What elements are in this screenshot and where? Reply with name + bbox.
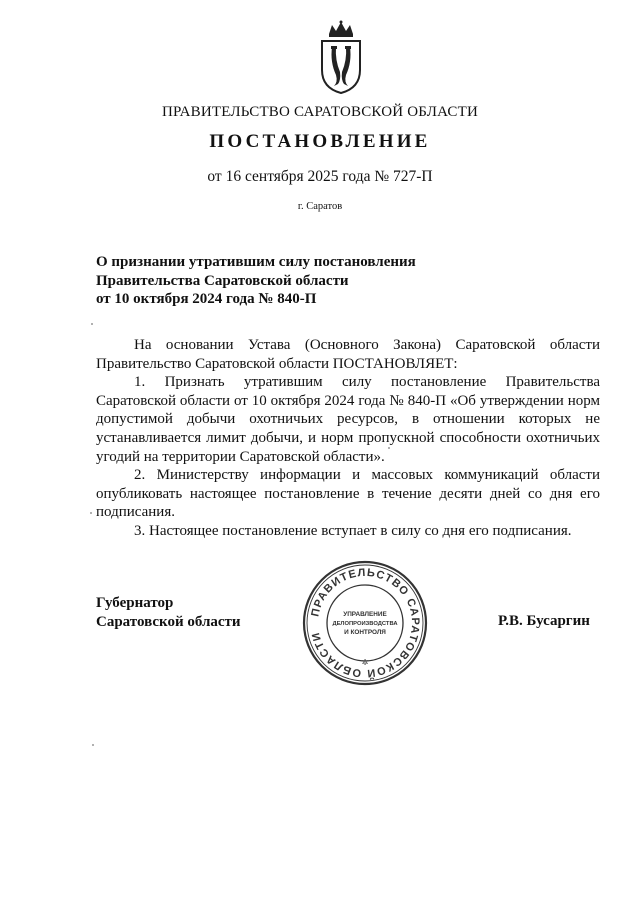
- body-preamble: На основании Устава (Основного Закона) Саратовской области Правительство Саратовской области ПОСТАНОВЛЯЕТ:: [96, 337, 600, 372]
- signer-name: Р.В. Бусаргин: [498, 613, 590, 629]
- stamp-center-line: И КОНТРОЛЯ: [344, 629, 386, 636]
- body-item-2: 2. Министерству информации и массовых коммуникаций области опубликовать настоящее постановление в течение десяти дней со дня его подписания.: [96, 467, 600, 521]
- subject-line: Правительства Саратовской области: [96, 272, 349, 289]
- scan-speck: [92, 744, 94, 746]
- scan-speck: [91, 323, 93, 325]
- signer-title-line: Губернатор: [96, 595, 174, 611]
- scan-speck: [388, 447, 390, 449]
- subject-line: от 10 октября 2024 года № 840-П: [96, 291, 317, 307]
- issuing-organization: ПРАВИТЕЛЬСТВО САРАТОВСКОЙ ОБЛАСТИ: [161, 104, 479, 120]
- scan-speck: [90, 512, 92, 514]
- document-subject: [96, 253, 536, 309]
- stamp-center-line: ДЕЛОПРОИЗВОДСТВА: [332, 621, 398, 627]
- subject-line: О признании утратившим силу постановления: [96, 254, 416, 270]
- stamp-star-icon: ✲: [361, 658, 369, 667]
- signer-title: [96, 594, 296, 632]
- signer-title-line: Саратовской области: [96, 614, 241, 630]
- document-date-number: от 16 сентября 2025 года № 727-П: [207, 168, 433, 185]
- document-type-title: ПОСТАНОВЛЕНИЕ: [209, 131, 431, 152]
- stamp-ring-text: ПРАВИТЕЛЬСТВО САРАТОВСКОЙ ОБЛАСТИ: [309, 566, 422, 680]
- body-item-1: 1. Признать утратившим силу постановление Правительства Саратовской области от 10 октября 2024 года № 840-П «Об утверждении норм допустимой добычи охотничьих ресурсов, в отношении которых не устанавливается лимит добычи, и норм пропускной способности охотничьих угодий на территории Саратовской области».: [96, 374, 600, 465]
- saratov-coat-of-arms-icon: [319, 20, 363, 94]
- document-city: г. Саратов: [297, 201, 343, 212]
- body-item-3: 3. Настоящее постановление вступает в силу со дня его подписания.: [134, 522, 572, 539]
- document-body: [96, 336, 600, 541]
- official-stamp-icon: [301, 559, 429, 687]
- stamp-center-line: УПРАВЛЕНИЕ: [343, 611, 387, 618]
